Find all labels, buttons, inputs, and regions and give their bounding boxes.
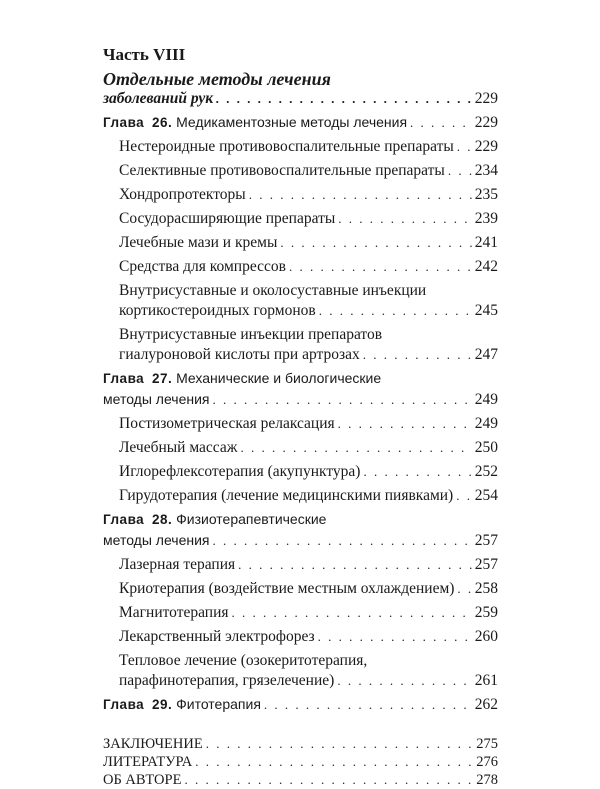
entry-text: Лазерная терапия [119, 556, 236, 573]
chapter-title: Фитотерапия [176, 696, 261, 712]
chapter-title-pre: Физиотерапевтические [176, 511, 327, 527]
section-row[interactable] [119, 627, 498, 647]
page-number: 249 [474, 415, 498, 432]
page-number: 262 [474, 696, 498, 713]
chapter-word: Глава [103, 697, 145, 712]
page-number: 257 [474, 556, 498, 573]
entry-text: Постизометрическая релаксация [119, 415, 335, 432]
page-number: 229 [474, 138, 498, 155]
end-section-row[interactable] [103, 753, 498, 771]
entry-text: Лечебный массаж [119, 439, 238, 456]
part-title-line2: заболеваний рук [103, 90, 214, 107]
section-item [119, 257, 498, 277]
part-label: Часть VIII [103, 45, 186, 64]
dot-leader [337, 671, 471, 691]
chapter-title-pre: Механические и биологические [176, 370, 382, 386]
section-row[interactable] [119, 233, 498, 253]
entry-text: ЗАКЛЮЧЕНИЕ [103, 736, 203, 752]
page-number: 252 [474, 463, 498, 480]
dot-leader [363, 462, 471, 482]
section-row[interactable] [119, 486, 498, 506]
section-item [119, 325, 498, 365]
page-number: 258 [474, 580, 498, 597]
entry-text: Гирудотерапия (лечение медицинскими пиявками) [119, 487, 454, 504]
entry-text: Криотерапия (воздействие местным охлаждением) [119, 580, 455, 597]
dot-leader [184, 771, 473, 789]
dot-leader [319, 301, 472, 321]
dot-leader [206, 735, 474, 753]
section-row[interactable] [119, 555, 498, 575]
section-item [119, 414, 498, 434]
chapter-heading [103, 530, 210, 551]
section-row[interactable] [119, 438, 498, 458]
chapter-row[interactable] [103, 694, 498, 715]
section-item [119, 209, 498, 229]
entry-text: Лечебные мази и кремы [119, 234, 278, 251]
section-row[interactable] [119, 462, 498, 482]
page-number: 275 [476, 736, 498, 752]
chapter-title: методы лечения [103, 391, 210, 407]
chapter-number: 28. [151, 512, 173, 527]
dot-leader [280, 233, 471, 253]
section-item [119, 185, 498, 205]
chapter-heading [103, 112, 407, 133]
section-row[interactable] [119, 579, 498, 599]
chapter-title-first-line [103, 368, 498, 389]
page-number: 278 [476, 772, 498, 788]
section-text-first-line: Внутрисуставные и околосуставные инъекции [119, 282, 427, 299]
section-item [119, 486, 498, 506]
section-text-first-line: Внутрисуставные инъекции препаратов [119, 326, 383, 343]
chapter-row[interactable] [103, 389, 498, 410]
chapter-heading [103, 694, 261, 715]
dot-leader [195, 753, 473, 771]
entry-text: кортикостероидных гормонов [119, 302, 316, 319]
section-item [119, 579, 498, 599]
section-item [119, 438, 498, 458]
entry-text: ОБ АВТОРЕ [103, 772, 182, 788]
page-number: 234 [474, 162, 498, 179]
entry-text: Нестероидные противовоспалительные препараты [119, 138, 454, 155]
end-section-row[interactable] [103, 735, 498, 753]
page-number: 241 [474, 234, 498, 251]
chapter-title-first-line [103, 509, 498, 530]
section-row[interactable] [119, 257, 498, 277]
entry-text: Средства для компрессов [119, 258, 286, 275]
section-item [119, 555, 498, 575]
dot-leader [410, 113, 472, 133]
page-number: 242 [474, 258, 498, 275]
dot-leader [363, 345, 472, 365]
chapter-row[interactable] [103, 112, 498, 133]
section-row[interactable] [119, 161, 498, 181]
entry-text: Магнитотерапия [119, 604, 229, 621]
chapter-word: Глава [103, 512, 145, 527]
chapters-list [103, 112, 498, 715]
end-sections [103, 735, 498, 789]
page-number: 245 [474, 302, 498, 319]
section-item [119, 137, 498, 157]
table-of-contents [103, 45, 498, 789]
chapter-block [103, 112, 498, 365]
dot-leader [338, 209, 471, 229]
section-item [119, 603, 498, 623]
chapter-block [103, 694, 498, 715]
section-row[interactable] [119, 671, 498, 691]
section-row[interactable] [119, 603, 498, 623]
page-number: 229 [474, 114, 498, 131]
entry-text: Иглорефлексотерапия (акупунктура) [119, 463, 361, 480]
section-text-first-line: Тепловое лечение (озокеритотерапия, [119, 652, 368, 669]
dot-leader [238, 555, 472, 575]
entry-text: гиалуроновой кислоты при артрозах [119, 346, 360, 363]
dot-leader [448, 161, 472, 181]
dot-leader [338, 414, 472, 434]
chapter-number: 29. [151, 697, 173, 712]
page-number: 247 [474, 346, 498, 363]
part-title-row[interactable] [103, 89, 498, 109]
section-item [119, 462, 498, 482]
end-section-row[interactable] [103, 771, 498, 789]
entry-text: парафинотерапия, грязелечение) [119, 672, 335, 689]
page-number: 276 [476, 754, 498, 770]
page-number: 235 [474, 186, 498, 203]
dot-leader [213, 390, 472, 410]
section-item [119, 281, 498, 321]
section-row[interactable] [119, 414, 498, 434]
page-number: 261 [474, 672, 498, 689]
page-number: 250 [474, 439, 498, 456]
chapter-block [103, 509, 498, 691]
page-number: 249 [474, 391, 498, 408]
page-number: 257 [474, 532, 498, 549]
dot-leader [232, 603, 472, 623]
section-item [119, 651, 498, 691]
dot-leader [264, 695, 472, 715]
page-number: 260 [474, 628, 498, 645]
section-item [119, 161, 498, 181]
section-row[interactable] [119, 185, 498, 205]
section-item [119, 233, 498, 253]
page-number: 229 [474, 90, 498, 107]
dot-leader [216, 89, 472, 109]
dot-leader [457, 137, 472, 157]
part-title-line1: Отдельные методы лечения [103, 69, 331, 89]
page-number: 259 [474, 604, 498, 621]
dot-leader [249, 185, 472, 205]
dot-leader [240, 438, 471, 458]
entry-text: Селективные противовоспалительные препараты [119, 162, 445, 179]
entry-text: ЛИТЕРАТУРА [103, 754, 193, 770]
dot-leader [213, 531, 472, 551]
section-row[interactable] [119, 301, 498, 321]
chapter-number: 27. [151, 371, 173, 386]
dot-leader [289, 257, 472, 277]
chapter-heading [103, 389, 210, 410]
page-number: 239 [474, 210, 498, 227]
chapter-word: Глава [103, 371, 145, 386]
dot-leader [456, 486, 472, 506]
section-row[interactable] [119, 209, 498, 229]
entry-text: Хондропротекторы [119, 186, 246, 203]
section-row[interactable] [119, 137, 498, 157]
chapter-word: Глава [103, 115, 145, 130]
section-item [119, 627, 498, 647]
chapter-number: 26. [151, 115, 173, 130]
chapter-row[interactable] [103, 530, 498, 551]
chapter-block [103, 368, 498, 506]
entry-text: Лекарственный электрофорез [119, 628, 315, 645]
chapter-title: Медикаментозные методы лечения [176, 114, 408, 130]
dot-leader [318, 627, 472, 647]
chapter-title: методы лечения [103, 532, 210, 548]
page-number: 254 [474, 487, 498, 504]
dot-leader [457, 579, 471, 599]
section-row[interactable] [119, 345, 498, 365]
entry-text: Сосудорасширяющие препараты [119, 210, 336, 227]
